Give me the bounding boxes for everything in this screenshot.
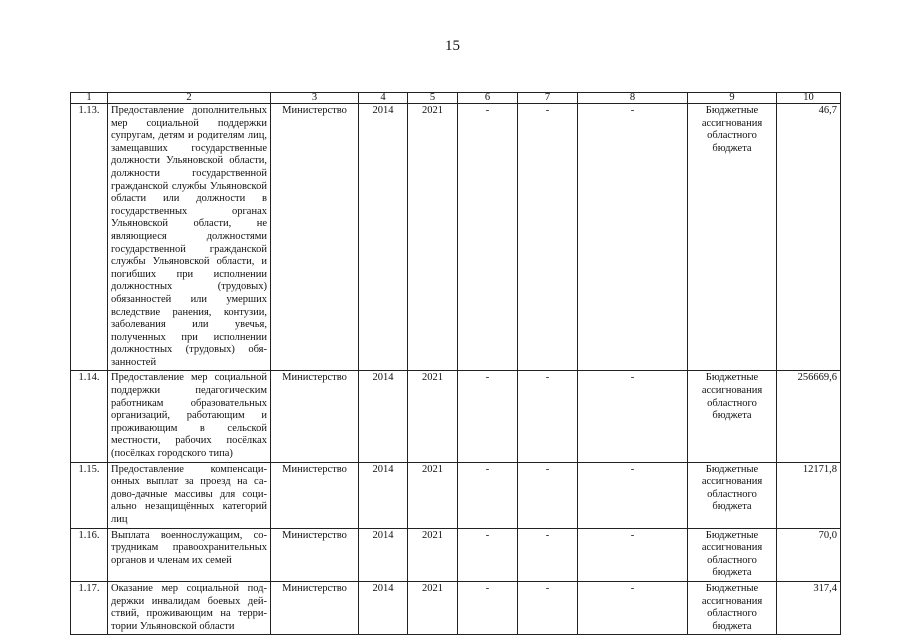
measure-description: Предоставление дополнительных мер социальной поддержки супругам, детям и родителям лиц, замещавших государственные должности Ульяновской области, должности государственной гражданской службы Ульяновской области или должности в государственных органах Ульяновской области, не являющиеся должностями государственной гражданской службы Ульяновской области, и погибших при исполнении должностных (трудовых) обязанностей или умерших вследствие ранения, контузии, заболевания или увечья, полученных при исполнении должностных (трудовых) обязанностей [108, 104, 271, 371]
column-7-cell: - [518, 371, 578, 462]
column-6-cell: - [458, 104, 518, 371]
table-row [71, 528, 841, 581]
column-header: 9 [688, 93, 777, 104]
measure-description: Предоставление компенсационных выплат за проезд на садово-дачные массивы для социально незащищённых категорий лиц [108, 462, 271, 528]
end-year-cell: 2021 [408, 104, 458, 371]
funding-source-cell: Бюджетные ассигнования областного бюджета [688, 104, 777, 371]
table-row [71, 462, 841, 528]
executor-cell: Министерство [271, 462, 359, 528]
start-year-cell: 2014 [359, 104, 408, 371]
executor-cell: Министерство [271, 581, 359, 634]
column-7-cell: - [518, 462, 578, 528]
program-table [70, 92, 841, 635]
column-8-cell: - [578, 581, 688, 634]
end-year-cell: 2021 [408, 528, 458, 581]
start-year-cell: 2014 [359, 371, 408, 462]
column-7-cell: - [518, 528, 578, 581]
column-header: 5 [408, 93, 458, 104]
funding-source-cell: Бюджетные ассигнования областного бюджета [688, 371, 777, 462]
column-7-cell: - [518, 104, 578, 371]
column-header: 3 [271, 93, 359, 104]
row-number: 1.13. [71, 104, 108, 371]
measure-description: Предоставление мер социальной поддержки педагогическим работникам образовательных организаций, работающим и проживающим в сельской местности, рабочих посёлках (посёлках городского типа) [108, 371, 271, 462]
row-number: 1.17. [71, 581, 108, 634]
column-8-cell: - [578, 371, 688, 462]
start-year-cell: 2014 [359, 528, 408, 581]
amount-cell: 256669,6 [777, 371, 841, 462]
measure-description: Выплата военнослужащим, сотрудникам правоохранительных органов и членам их семей [108, 528, 271, 581]
row-number: 1.16. [71, 528, 108, 581]
header-row [71, 93, 841, 104]
column-header: 2 [108, 93, 271, 104]
funding-source-cell: Бюджетные ассигнования областного бюджета [688, 581, 777, 634]
column-8-cell: - [578, 104, 688, 371]
measure-description: Оказание мер социальной поддержки инвалидам боевых действий, проживающим на территории Ульяновской области [108, 581, 271, 634]
row-number: 1.15. [71, 462, 108, 528]
end-year-cell: 2021 [408, 581, 458, 634]
end-year-cell: 2021 [408, 462, 458, 528]
funding-source-cell: Бюджетные ассигнования областного бюджета [688, 528, 777, 581]
amount-cell: 12171,8 [777, 462, 841, 528]
table-row [71, 104, 841, 371]
column-6-cell: - [458, 462, 518, 528]
amount-cell: 46,7 [777, 104, 841, 371]
row-number: 1.14. [71, 371, 108, 462]
start-year-cell: 2014 [359, 462, 408, 528]
column-6-cell: - [458, 371, 518, 462]
column-8-cell: - [578, 528, 688, 581]
executor-cell: Министерство [271, 528, 359, 581]
column-header: 7 [518, 93, 578, 104]
column-header: 10 [777, 93, 841, 104]
amount-cell: 317,4 [777, 581, 841, 634]
column-6-cell: - [458, 581, 518, 634]
start-year-cell: 2014 [359, 581, 408, 634]
page-number: 15 [445, 38, 460, 54]
column-6-cell: - [458, 528, 518, 581]
column-8-cell: - [578, 462, 688, 528]
column-header: 6 [458, 93, 518, 104]
table-row [71, 581, 841, 634]
column-7-cell: - [518, 581, 578, 634]
column-header: 8 [578, 93, 688, 104]
column-header: 1 [71, 93, 108, 104]
table-row [71, 371, 841, 462]
column-header: 4 [359, 93, 408, 104]
executor-cell: Министерство [271, 371, 359, 462]
executor-cell: Министерство [271, 104, 359, 371]
amount-cell: 70,0 [777, 528, 841, 581]
end-year-cell: 2021 [408, 371, 458, 462]
funding-source-cell: Бюджетные ассигнования областного бюджета [688, 462, 777, 528]
